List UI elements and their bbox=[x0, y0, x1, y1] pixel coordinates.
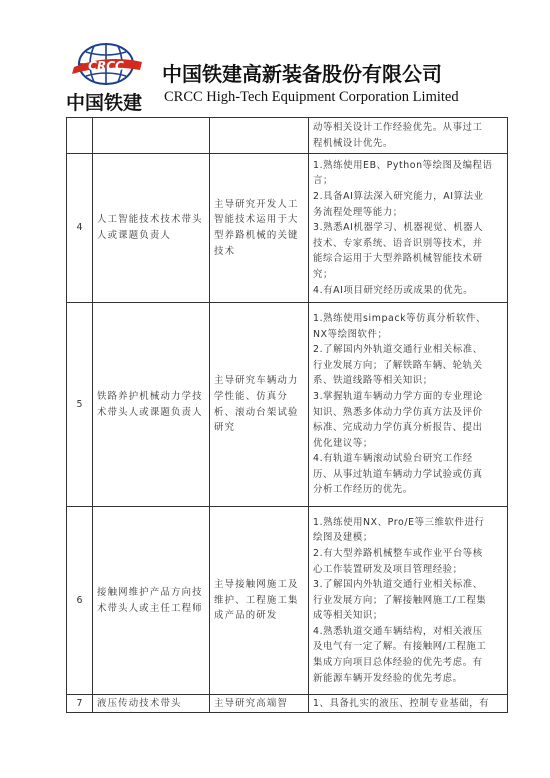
requirement-line: 3.掌握轨道车辆动力学方面的专业理论 bbox=[313, 390, 483, 402]
row-number bbox=[67, 118, 93, 154]
company-name-cn: 中国铁建高新装备股份有限公司 bbox=[162, 62, 442, 86]
requirement-line: 究； bbox=[313, 268, 333, 280]
requirement-line: 1.熟练使用simpack等仿真分析软件、 bbox=[313, 312, 486, 324]
svg-text:CRCC: CRCC bbox=[88, 59, 124, 73]
crcc-logo-icon bbox=[66, 40, 146, 90]
position-title: 接触网维护产品方向技术带头人或主任工程师 bbox=[93, 507, 210, 695]
requirement-line: 历、从事过轨道车辆动力学试验或仿真 bbox=[313, 468, 483, 480]
requirement-line: 心工作装置研发及项目管理经验； bbox=[313, 563, 463, 575]
requirement-line: 3.了解国内外轨道交通行业相关标准、 bbox=[313, 579, 483, 591]
row-number: 4 bbox=[67, 154, 93, 303]
letterhead bbox=[0, 0, 550, 120]
requirement-line: 能综合运用于大型养路机械智能技术研 bbox=[313, 253, 483, 265]
position-requirements bbox=[309, 118, 508, 154]
requirement-line: 行业发展方向；了解铁路车辆、轮轨关 bbox=[313, 359, 483, 371]
row-number: 5 bbox=[67, 303, 93, 507]
table-row bbox=[67, 118, 508, 154]
requirement-line: 2.了解国内外轨道交通行业相关标准、 bbox=[313, 344, 483, 356]
requirement-line: 成等相关知识； bbox=[313, 610, 383, 622]
requirement-line: 1、具备扎实的液压、控制专业基础，有 bbox=[313, 697, 490, 709]
requirement-line: 4.有轨道车辆滚动试验台研究工作经 bbox=[313, 453, 473, 465]
requirement-line: 新能源车辆开发经验的优先考虑。 bbox=[313, 672, 463, 684]
job-requirements-table bbox=[66, 117, 508, 713]
row-number: 7 bbox=[67, 695, 93, 713]
position-requirements bbox=[309, 507, 508, 695]
position-duty: 主导接触网施工及维护、工程施工集成产品的研发 bbox=[210, 507, 309, 695]
requirement-line: 程机械设计优先。 bbox=[313, 137, 393, 149]
requirement-line: 4.有AI项目研究经历或成果的优先。 bbox=[313, 284, 474, 296]
requirement-line: 2.有大型养路机械整车或作业平台等核 bbox=[313, 547, 483, 559]
requirement-line: 系、铁道线路等相关知识； bbox=[313, 375, 433, 387]
requirement-line: 动等相关设计工作经验优先。从事过工 bbox=[313, 121, 483, 133]
requirement-line: 及电气有一定了解。有接触网/工程施工 bbox=[313, 641, 487, 653]
position-duty bbox=[210, 118, 309, 154]
position-title: 液压传动技术带头 bbox=[93, 695, 210, 713]
table-row bbox=[67, 154, 508, 303]
requirement-line: 行业发展方向；了解接触网施工/工程集 bbox=[313, 594, 487, 606]
requirement-line: 绘图及建模； bbox=[313, 532, 373, 544]
requirement-line: 2.具备AI算法深入研究能力，AI算法业 bbox=[313, 191, 484, 203]
requirement-line: 标准、完成动力学仿真分析报告、提出 bbox=[313, 422, 483, 434]
position-requirements bbox=[309, 695, 508, 713]
requirement-line: 务流程处理等能力； bbox=[313, 206, 403, 218]
requirement-line: 优化建议等； bbox=[313, 437, 373, 449]
table-row bbox=[67, 695, 508, 713]
requirement-line: NX等绘图软件； bbox=[313, 328, 388, 340]
requirement-line: 4.熟悉轨道交通车辆结构，对相关液压 bbox=[313, 625, 483, 637]
position-duty: 主导研究车辆动力学性能、仿真分析、滚动台架试验研究 bbox=[210, 303, 309, 507]
logo-caption: 中国铁建 bbox=[66, 92, 143, 114]
position-duty: 主导研究高端智 bbox=[210, 695, 309, 713]
requirement-line: 分析工作经历的优先。 bbox=[313, 484, 413, 496]
requirement-line: 1.熟练使用NX、Pro/E等三维软件进行 bbox=[313, 516, 485, 528]
requirement-line: 知识、熟悉多体动力学仿真方法及评价 bbox=[313, 406, 483, 418]
requirement-line: 集成方向项目总体经验的优先考虑。有 bbox=[313, 657, 483, 669]
position-duty: 主导研究开发人工智能技术运用于大型养路机械的关键技术 bbox=[210, 154, 309, 303]
position-title bbox=[93, 118, 210, 154]
table-row bbox=[67, 507, 508, 695]
requirement-line: 言； bbox=[313, 175, 333, 187]
requirement-line: 技术、专家系统、语音识别等技术，并 bbox=[313, 237, 483, 249]
company-name-en: CRCC High-Tech Equipment Corporation Limited bbox=[164, 89, 459, 105]
table-row bbox=[67, 303, 508, 507]
requirement-line: 3.熟悉AI机器学习、机器视觉、机器人 bbox=[313, 222, 484, 234]
position-requirements bbox=[309, 154, 508, 303]
position-title: 人工智能技术技术带头人或课题负责人 bbox=[93, 154, 210, 303]
position-title: 铁路养护机械动力学技术带头人或课题负责人 bbox=[93, 303, 210, 507]
position-requirements bbox=[309, 303, 508, 507]
row-number: 6 bbox=[67, 507, 93, 695]
requirement-line: 1.熟练使用EB、Python等绘图及编程语 bbox=[313, 159, 493, 171]
